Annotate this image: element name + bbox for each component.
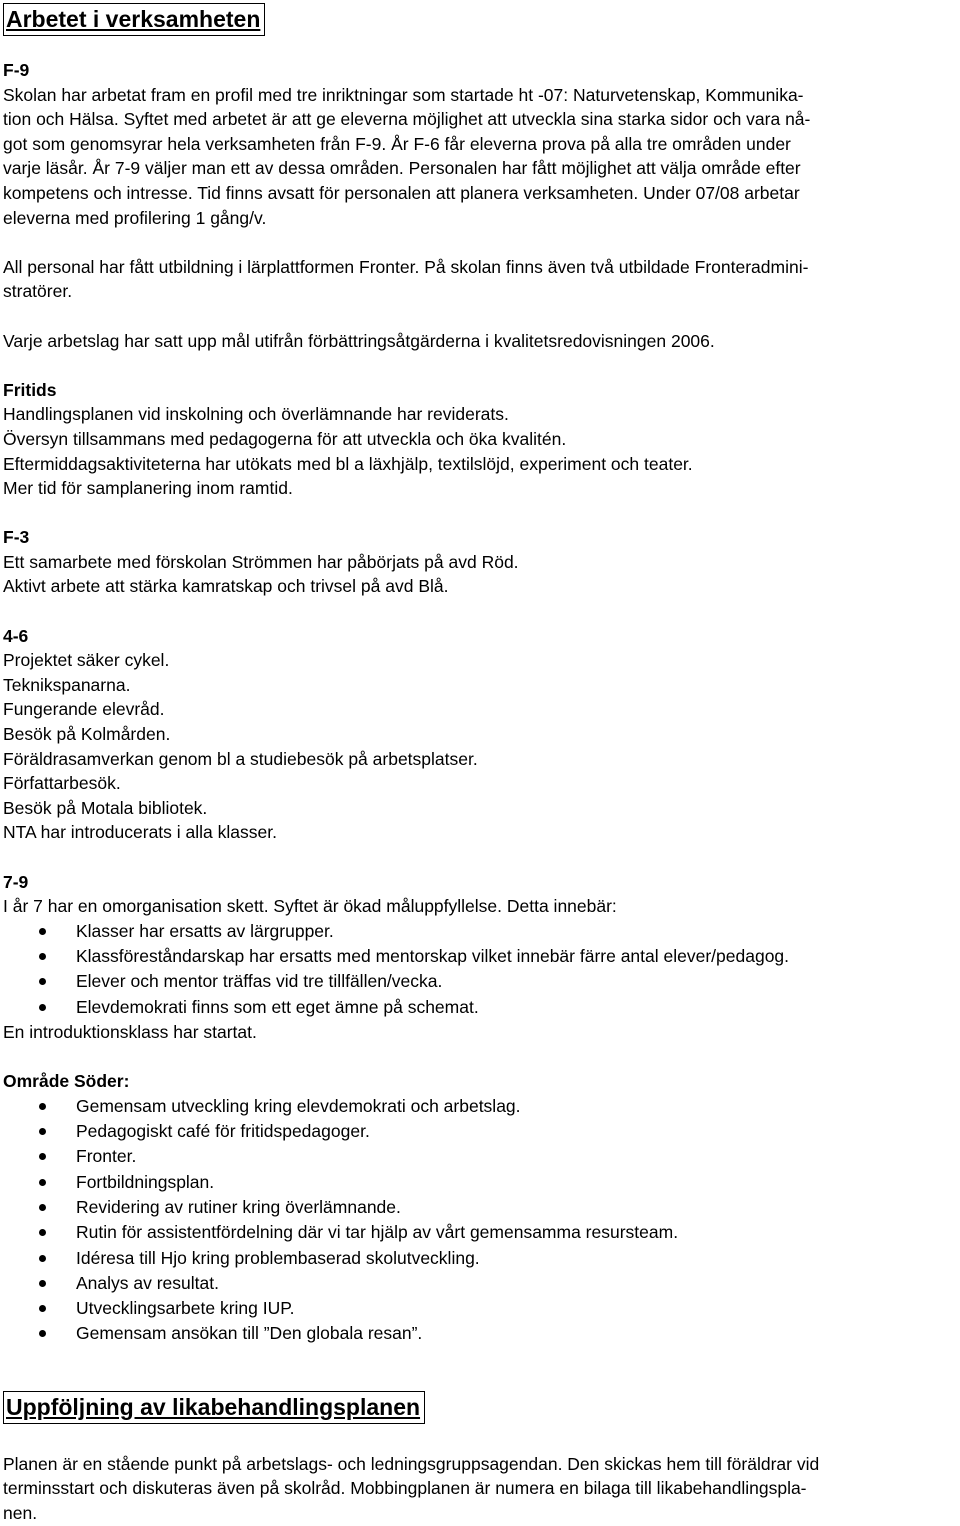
fritids-line: Mer tid för samplanering inom ramtid. (3, 478, 293, 499)
g79-bullet-list (3, 919, 957, 1020)
list-item (3, 1119, 957, 1144)
g46-line: Teknikspanarna. (3, 674, 131, 695)
bullet-icon (39, 1305, 46, 1312)
bullet-icon (39, 928, 46, 935)
bullet-icon (39, 1255, 46, 1262)
list-item (3, 919, 957, 944)
list-item-text: Rutin för assistentfördelning där vi tar hjälp av vårt gemensamma resursteam. (76, 1222, 679, 1243)
f9-paragraph-line: eleverna med profilering 1 gång/v. (3, 207, 267, 228)
subheading-4-6: 4-6 (3, 625, 29, 646)
list-item (3, 1094, 957, 1119)
f3-line: Aktivt arbete att stärka kamratskap och trivsel på avd Blå. (3, 576, 449, 597)
list-item-text: Fronter. (76, 1146, 137, 1167)
list-item-text: Gemensam utveckling kring elevdemokrati och arbetslag. (76, 1095, 521, 1116)
list-item (3, 995, 957, 1020)
g79-intro: I år 7 har en omorganisation skett. Syftet är ökad måluppfyllelse. Detta innebär: (3, 896, 617, 917)
bullet-icon (39, 1103, 46, 1110)
subheading-7-9: 7-9 (3, 871, 29, 892)
bullet-icon (39, 1004, 46, 1011)
bullet-icon (39, 1229, 46, 1236)
bullet-icon (39, 1280, 46, 1287)
list-item-text: Elevdemokrati finns som ett eget ämne på schemat. (76, 996, 479, 1017)
list-item-text: Klasser har ersatts av lärgrupper. (76, 920, 334, 941)
fronter-paragraph-line: All personal har fått utbildning i lärplattformen Fronter. På skolan finns även två utbildade Fronteradmini- (3, 256, 809, 277)
likabehandling-line: Planen är en stående punkt på arbetslags- och ledningsgruppsagendan. Den skickas hem till föräldrar vid (3, 1453, 820, 1474)
g46-line: Besök på Kolmården. (3, 724, 171, 745)
section-heading-uppfoljning: Uppföljning av likabehandlingsplanen (3, 1391, 425, 1424)
subheading-fritids: Fritids (3, 379, 57, 400)
list-item-text: Gemensam ansökan till ”Den globala resan”. (76, 1323, 423, 1344)
g79-outro: En introduktionsklass har startat. (3, 1021, 257, 1042)
list-item (3, 1246, 957, 1271)
bullet-icon (39, 1204, 46, 1211)
f9-paragraph-line: kompetens och intresse. Tid finns avsatt för personalen att planera verksamheten. Under 07/08 arbetar (3, 182, 800, 203)
list-item (3, 1170, 957, 1195)
fritids-line: Översyn tillsammans med pedagogerna för att utveckla och öka kvalitén. (3, 428, 567, 449)
list-item (3, 1321, 957, 1346)
list-item-text: Pedagogiskt café för fritidspedagoger. (76, 1121, 370, 1142)
f9-paragraph-line: got som genomsyrar hela verksamheten från F-9. År F-6 får eleverna prova på alla tre områden under (3, 133, 791, 154)
f9-paragraph-line: Skolan har arbetat fram en profil med tre inriktningar som startade ht -07: Naturvetenskap, Kommunika- (3, 84, 804, 105)
arbetslag-paragraph: Varje arbetslag har satt upp mål utifrån förbättringsåtgärderna i kvalitetsredovisningen 2006. (3, 330, 715, 351)
list-item (3, 1220, 957, 1245)
bullet-icon (39, 1179, 46, 1186)
list-item-text: Elever och mentor träffas vid tre tillfällen/vecka. (76, 971, 443, 992)
list-item-text: Revidering av rutiner kring överlämnande. (76, 1196, 401, 1217)
list-item-text: Analys av resultat. (76, 1272, 219, 1293)
fritids-line: Handlingsplanen vid inskolning och överlämnande har reviderats. (3, 404, 509, 425)
subheading-f9: F-9 (3, 60, 30, 80)
list-item-text: Idéresa till Hjo kring problembaserad skolutveckling. (76, 1247, 480, 1268)
bullet-icon (39, 1153, 46, 1160)
subheading-f3: F-3 (3, 527, 30, 548)
g46-line: Författarbesök. (3, 773, 121, 794)
likabehandling-line: terminsstart och diskuteras även på skolråd. Mobbingplanen är numera en bilaga till likabehandlingspla- (3, 1478, 807, 1499)
g46-line: Projektet säker cykel. (3, 650, 170, 671)
bullet-icon (39, 1330, 46, 1337)
list-item (3, 1195, 957, 1220)
document-page (3, 0, 957, 1526)
g46-line: NTA har introducerats i alla klasser. (3, 822, 277, 843)
subheading-omrade-soder: Område Söder: (3, 1071, 130, 1092)
list-item-text: Klassföreståndarskap har ersatts med mentorskap vilket innebär färre antal elever/pedagog. (76, 946, 790, 967)
list-item (3, 1296, 957, 1321)
list-item (3, 1144, 957, 1169)
g46-line: Besök på Motala bibliotek. (3, 797, 208, 818)
fronter-paragraph-line: stratörer. (3, 281, 73, 302)
g46-line: Fungerande elevråd. (3, 699, 165, 720)
f9-paragraph-line: varje läsår. År 7-9 väljer man ett av dessa områden. Personalen har fått möjlighet att välja område efter (3, 158, 801, 179)
g46-line: Föräldrasamverkan genom bl a studiebesök på arbetsplatser. (3, 748, 478, 769)
f9-paragraph-line: tion och Hälsa. Syftet med arbetet är att ge eleverna möjlighet att utveckla sina starka sidor och vara nå- (3, 109, 811, 130)
bullet-icon (39, 953, 46, 960)
list-item (3, 944, 957, 969)
bullet-icon (39, 978, 46, 985)
list-item (3, 969, 957, 994)
bullet-icon (39, 1128, 46, 1135)
fritids-line: Eftermiddagsaktiviteterna har utökats med bl a läxhjälp, textilslöjd, experiment och teater. (3, 453, 693, 474)
omrade-bullet-list (3, 1094, 957, 1347)
section-heading-arbetet: Arbetet i verksamheten (3, 3, 265, 36)
likabehandling-line: nen. (3, 1502, 38, 1523)
f3-line: Ett samarbete med förskolan Strömmen har påbörjats på avd Röd. (3, 551, 519, 572)
list-item-text: Fortbildningsplan. (76, 1171, 215, 1192)
list-item-text: Utvecklingsarbete kring IUP. (76, 1298, 295, 1319)
list-item (3, 1271, 957, 1296)
